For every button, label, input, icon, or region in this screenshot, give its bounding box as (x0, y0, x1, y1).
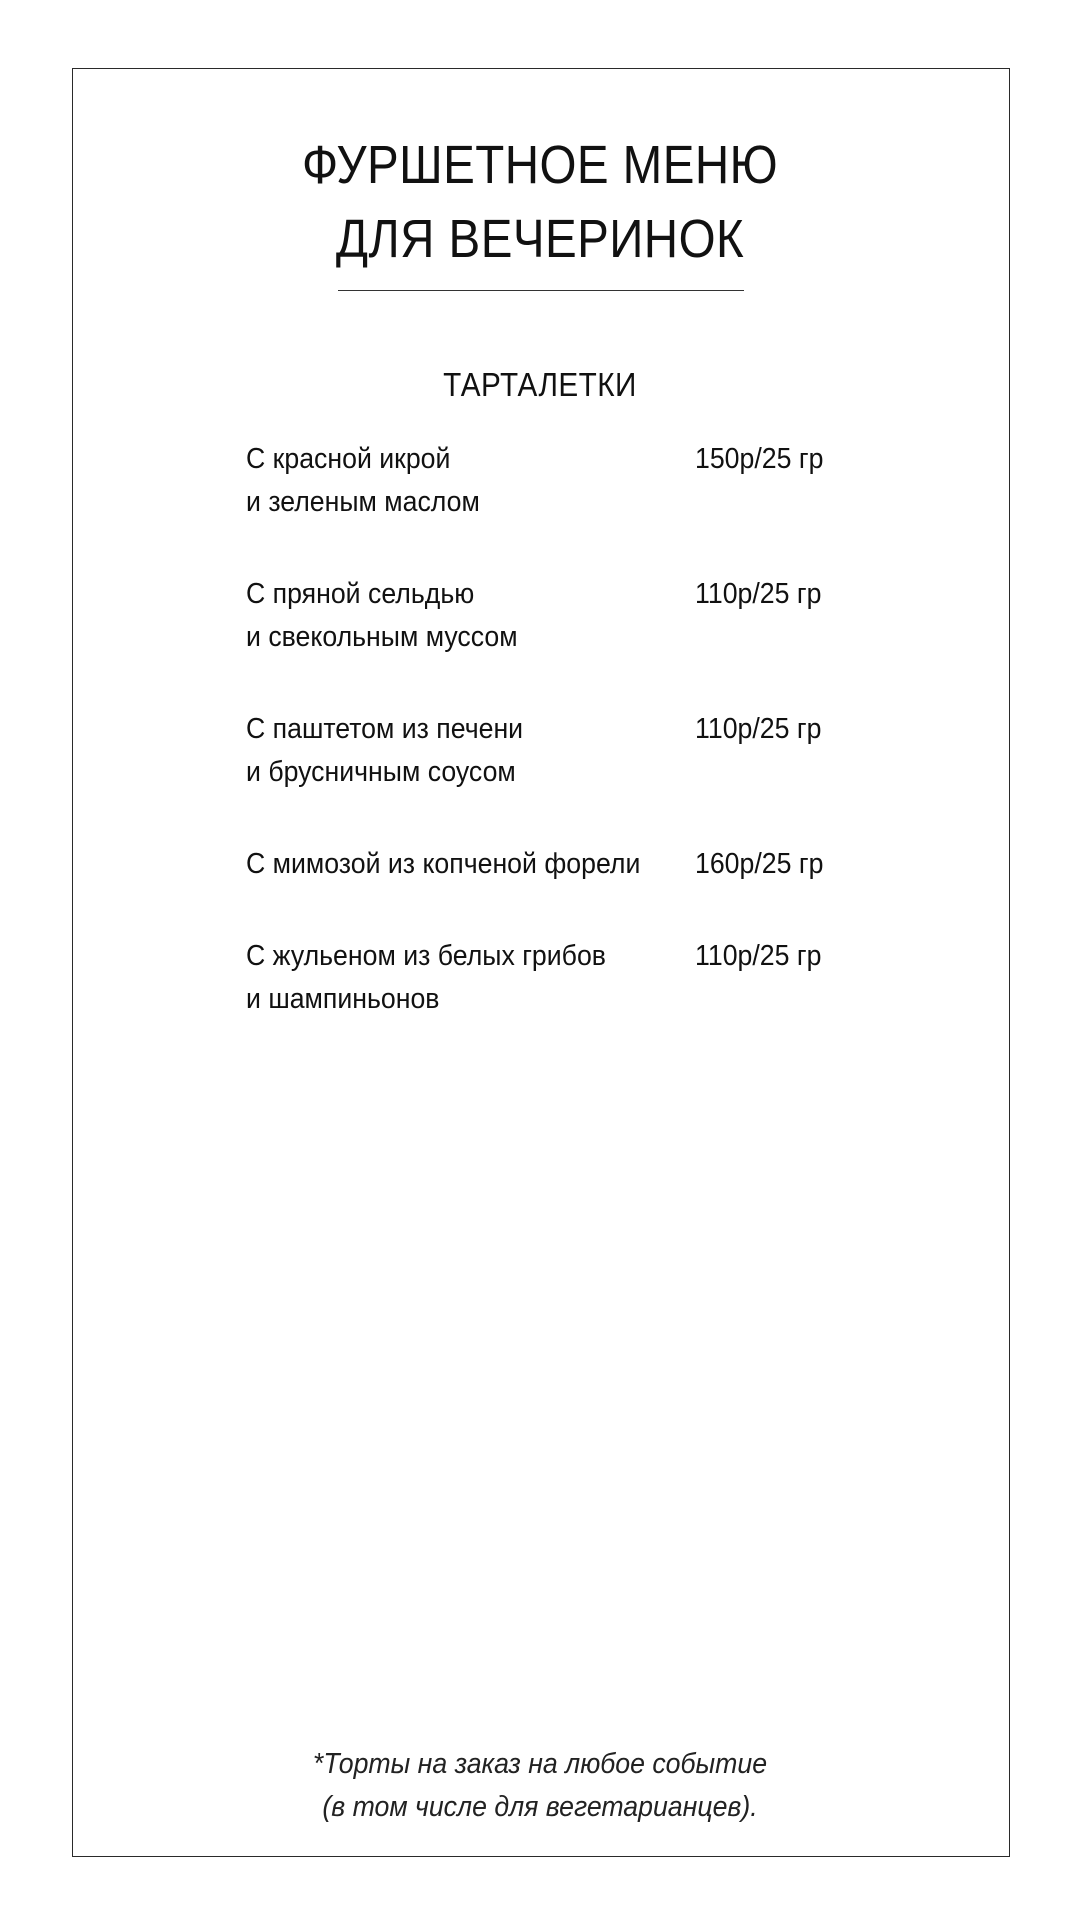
menu-item-price: 110р/25 гр (695, 713, 822, 745)
menu-item-name (246, 438, 651, 524)
menu-item-name-line-2: и шампиньонов (246, 983, 440, 1015)
menu-title-line-1: ФУРШЕТНОЕ МЕНЮ (301, 135, 779, 195)
menu-item-name-line-1: С жульеном из белых грибов (246, 940, 606, 972)
menu-item-name (246, 935, 651, 1021)
menu-title (65, 128, 1015, 276)
menu-item-price: 150р/25 гр (695, 443, 824, 475)
menu-item-price: 110р/25 гр (695, 578, 822, 610)
menu-item-name-line-2: и брусничным соусом (246, 756, 516, 788)
menu-title-line-2: ДЛЯ ВЕЧЕРИНОК (335, 209, 745, 269)
menu-item-name-line-2: и зеленым маслом (246, 486, 480, 518)
title-divider (338, 290, 744, 291)
menu-item-price: 110р/25 гр (695, 940, 822, 972)
menu-item-name-line-1: С мимозой из копченой форели (246, 848, 641, 880)
footnote-line-1: *Торты на заказ на любое событие (312, 1748, 768, 1780)
menu-item-name (246, 708, 651, 794)
menu-item-name (246, 843, 651, 886)
menu-item-name-line-2: и свекольным муссом (246, 621, 518, 653)
menu-item-name (246, 573, 651, 659)
menu-item-price: 160р/25 гр (695, 848, 824, 880)
footnote-line-2: (в том числе для вегетарианцев). (322, 1791, 758, 1823)
menu-item-name-line-1: С пряной сельдью (246, 578, 475, 610)
section-title: ТАРТАЛЕТКИ (443, 366, 637, 403)
footnote (43, 1743, 1037, 1829)
menu-item-name-line-1: С паштетом из печени (246, 713, 524, 745)
menu-item-name-line-1: С красной икрой (246, 443, 451, 475)
